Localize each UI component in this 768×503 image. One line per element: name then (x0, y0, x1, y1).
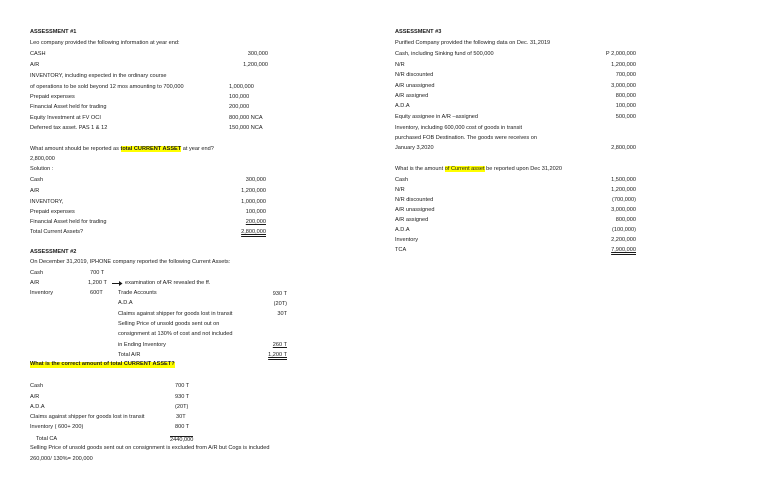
assessment-2-intro: On December 31,2019, IPHONE company reported the following Current Assets: (30, 259, 231, 265)
a3-solution-value: 1,200,000 (611, 187, 636, 193)
assessment-1-intro: Leo company provided the following information at year end: (30, 40, 180, 46)
a2-detail-label: Total A/R (118, 352, 141, 358)
a1-solution-value: 300,000 (245, 177, 266, 183)
a2-solution-value: 30T (176, 414, 186, 420)
a1-row-value: 1,200,000 (243, 62, 268, 68)
a3-solution-label: TCA (395, 247, 407, 253)
a3-row-value: 3,000,000 (611, 83, 636, 89)
a1-row-label: A/R (30, 62, 40, 68)
a3-row-label: January 3,2020 (395, 145, 434, 151)
a3-row-label: purchased FOB Destination. The goods were receives on (395, 135, 537, 141)
a1-solution-label: Total Current Assets? (30, 229, 84, 235)
a1-row-label: Financial Asset held for trading (30, 104, 107, 110)
assessment-1-solution-label: Solution : (30, 166, 54, 172)
assessment-3-question: What is the amount of Current asset be reported upon Dec 31,2020 (395, 166, 562, 172)
assessment-1-answer: 2,800,000 (30, 156, 55, 162)
a2-detail-value: 30T (277, 311, 287, 317)
a2-inventory-label: Inventory (30, 290, 54, 296)
a3-row-label: A/R unassigned (395, 83, 435, 89)
a1-row-value: 1,000,000 (229, 84, 254, 90)
a3-row-label: Equity assignee in A/R –assigned (395, 114, 479, 120)
a2-detail-label: A.D.A (118, 300, 133, 306)
a2-detail-label: Selling Price of unsold goods sent out on (118, 321, 220, 327)
a2-total-ar: 1,200 T (268, 352, 287, 358)
a3-solution-value: (100,000) (612, 227, 636, 233)
assessment-1-question: What amount should be reported as total CURRENT ASSET at year end? (30, 146, 214, 152)
a1-row-value: 800,000 NCA (229, 115, 263, 121)
a1-solution-total: 2,800,000 (241, 229, 266, 235)
a3-solution-value: 1,500,000 (611, 177, 636, 183)
a2-solution-label: Cash (30, 383, 44, 389)
a1-solution-value: 1,200,000 (241, 188, 266, 194)
a1-solution-label: A/R (30, 188, 40, 194)
a3-solution-value: 800,000 (615, 217, 636, 223)
a1-solution-value: 100,000 (245, 209, 266, 215)
a3-row-value: 2,800,000 (611, 145, 636, 151)
a1-solution-value: 1,000,000 (241, 199, 266, 205)
a3-row-value: 500,000 (615, 114, 636, 120)
a3-solution-total: 7,900,000 (611, 247, 636, 253)
a3-row-value: P 2,000,000 (605, 51, 636, 57)
a3-row-value: 1,200,000 (611, 62, 636, 68)
a2-solution-label: Inventory ( 600+ 200) (30, 424, 84, 430)
a3-row-label: A.D.A (395, 103, 410, 109)
a1-solution-label: Prepaid expenses (30, 209, 75, 215)
a2-detail-value: 260 T (272, 342, 287, 348)
a2-inventory-value: 600T (90, 290, 103, 296)
a1-row-label: CASH (30, 51, 46, 57)
a3-solution-label: Cash (395, 177, 409, 183)
a2-ar-value: 1,200 T (88, 280, 107, 286)
a2-solution-value: (20T) (175, 404, 189, 410)
a1-row-label: of operations to be sold beyond 12 mos amounting to 700,000 (30, 84, 184, 90)
a2-detail-label: Claims against shipper for goods lost in transit (118, 311, 233, 317)
a3-solution-value: (700,000) (612, 197, 636, 203)
a2-cash-value: 700 T (90, 270, 105, 276)
a3-row-label: Inventory, including 600,000 cost of goods in transit (395, 125, 523, 131)
a1-solution-value: 200,000 (245, 219, 266, 225)
assessment-3-title: ASSESSMENT #3 (395, 29, 442, 35)
a1-solution-label: INVENTORY, (30, 199, 64, 205)
arrow-right-icon (112, 280, 123, 290)
a1-row-value: 150,000 NCA (229, 125, 263, 131)
assessment-2-question: What is the correct amount of total CURRENT ASSET? (30, 361, 175, 367)
a2-detail-label: in Ending Inventory (118, 342, 166, 348)
a2-ar-note: examination of A/R revealed the ff. (125, 280, 211, 286)
a1-row-label: Equity Investment at FV OCI (30, 115, 101, 121)
a2-solution-label: Claims against shipper for goods lost in transit (30, 414, 145, 420)
assessment-2-title: ASSESSMENT #2 (30, 249, 77, 255)
a2-solution-label: A.D.A (30, 404, 45, 410)
a2-solution-label: A/R (30, 394, 40, 400)
a1-row-label: INVENTORY, including expected in the ordinary course (30, 73, 167, 79)
a1-solution-label: Financial Asset held for trading (30, 219, 107, 225)
a3-solution-value: 3,000,000 (611, 207, 636, 213)
a3-solution-label: N/R (395, 187, 405, 193)
a3-solution-label: A/R unassigned (395, 207, 435, 213)
a1-row-value: 100,000 (229, 94, 250, 100)
a2-solution-value: 700 T (175, 383, 190, 389)
a3-row-label: N/R (395, 62, 405, 68)
assessment-2-note: Selling Price of unsold goods sent out on consignment is excluded from A/R but Cogs is included (30, 445, 270, 451)
a3-row-value: 100,000 (615, 103, 636, 109)
a3-solution-label: A/R assigned (395, 217, 429, 223)
a1-row-label: Prepaid expenses (30, 94, 75, 100)
a2-solution-label: Total CA (36, 436, 58, 442)
a3-solution-label: N/R discounted (395, 197, 434, 203)
a2-cash-label: Cash (30, 270, 44, 276)
a3-row-label: N/R discounted (395, 72, 434, 78)
a3-solution-label: A.D.A (395, 227, 410, 233)
a1-solution-label: Cash (30, 177, 44, 183)
a2-detail-value: (20T) (273, 301, 287, 307)
a2-detail-label: Trade Accounts (118, 290, 157, 296)
assessment-1-title: ASSESSMENT #1 (30, 29, 77, 35)
a2-ar-label: A/R (30, 280, 40, 286)
a2-solution-value: 930 T (175, 394, 190, 400)
a1-row-label: Deferred tax asset. PAS 1 & 12 (30, 125, 108, 131)
a2-solution-total: 2440,000 (170, 437, 194, 443)
a3-row-label: A/R assigned (395, 93, 429, 99)
a3-row-value: 700,000 (615, 72, 636, 78)
a3-solution-value: 2,200,000 (611, 237, 636, 243)
a3-solution-label: Inventory (395, 237, 419, 243)
a2-detail-value: 930 T (272, 291, 287, 297)
a2-detail-label: consignment at 130% of cost and not included (118, 331, 233, 337)
a3-row-label: Cash, including Sinking fund of 500,000 (395, 51, 494, 57)
a1-row-value: 300,000 (247, 51, 268, 57)
a2-solution-value: 800 T (175, 424, 190, 430)
assessment-3-intro: Purified Company provided the following data on Dec. 31,2019 (395, 40, 551, 46)
assessment-2-note: 260,000/ 130%= 200,000 (30, 456, 93, 462)
a1-row-value: 200,000 (229, 104, 250, 110)
a3-row-value: 800,000 (615, 93, 636, 99)
